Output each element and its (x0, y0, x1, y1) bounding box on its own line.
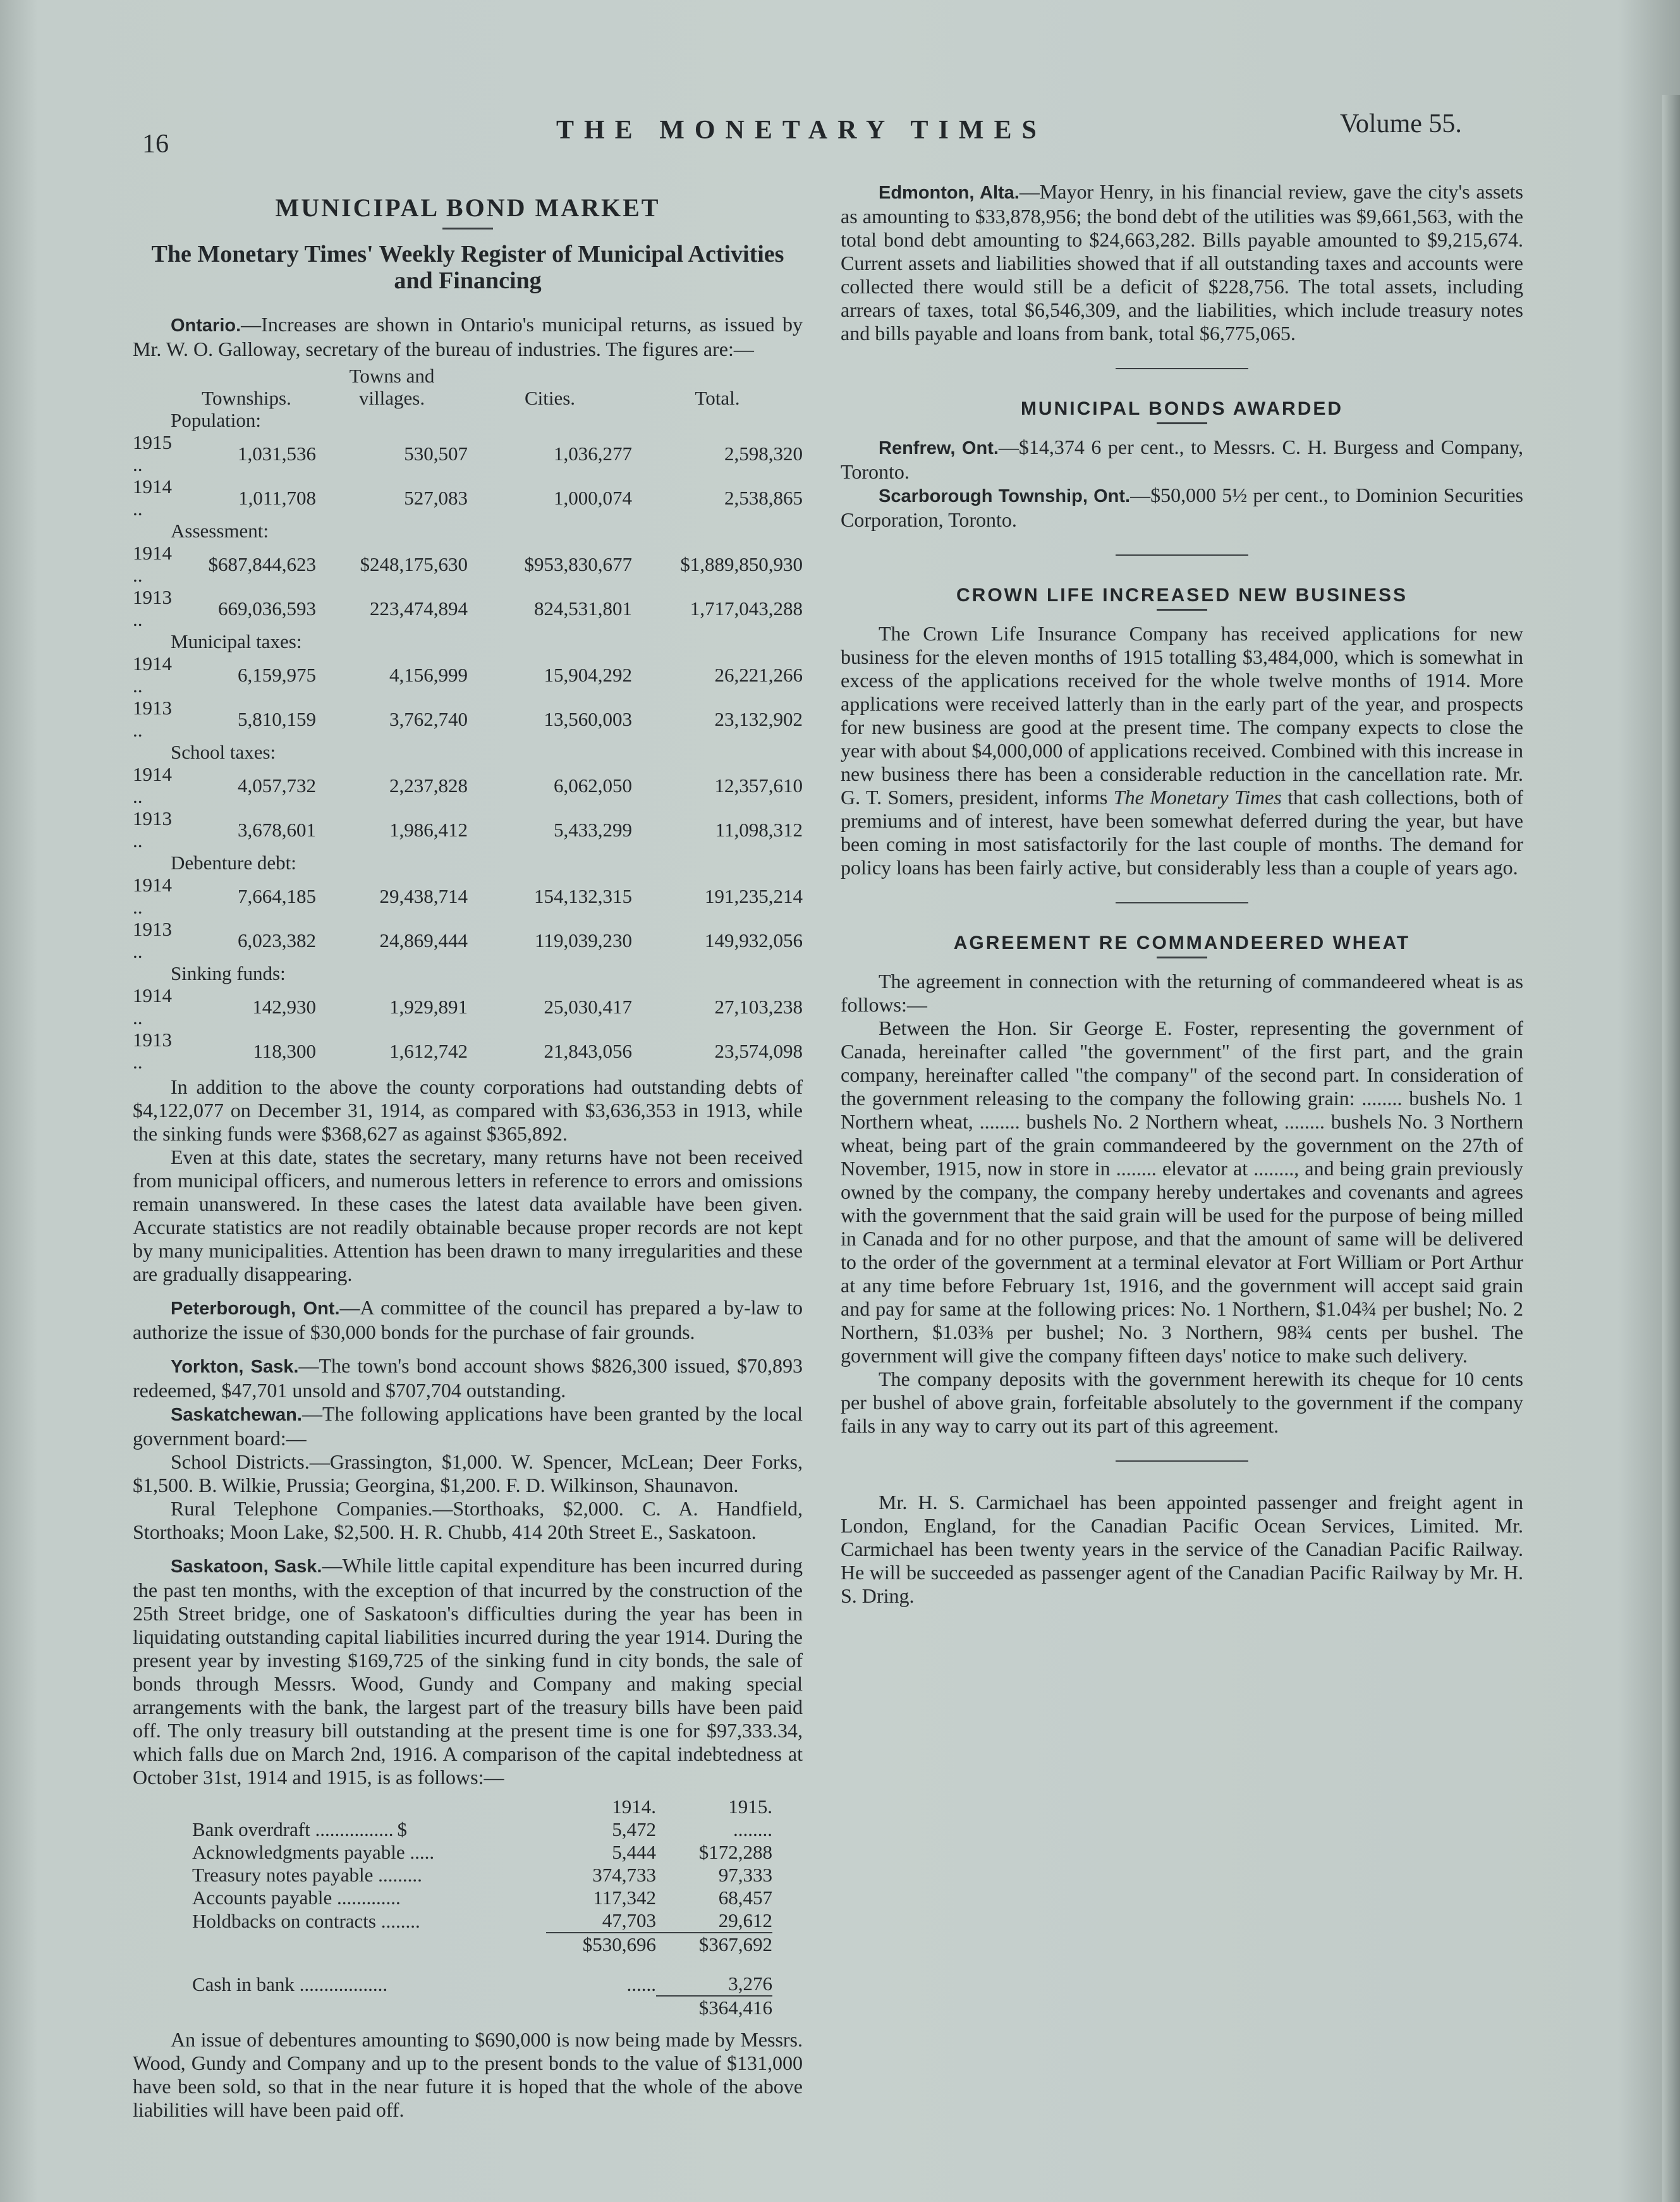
stats-value-cell: 24,869,444 (379, 929, 468, 951)
stats-value-cell: 23,574,098 (714, 1039, 803, 1062)
stats-value-cell: 1,717,043,288 (690, 597, 803, 620)
peterborough-item: Peterborough, Ont.—A committee of the council has prepared a by-law to authorize the issue of $30,000 bonds for the purchase of fair grounds. (133, 1296, 803, 1343)
stats-value-cell: 2,598,320 (724, 442, 803, 465)
stats-value-cell: 13,560,003 (544, 707, 632, 730)
total-1915: $364,416 (656, 1996, 772, 2019)
fin-label: Treasury notes payable ......... (192, 1864, 422, 1886)
table-row (183, 1818, 772, 1841)
saskatoon-closing: An issue of debentures amounting to $690,000 is now being made by Messrs. Wood, Gundy and Company and up to the present bonds to the value of $131,000 have been sold, so that in the near future it is hoped that the whole of the above liabilities will have been paid off. (133, 2028, 803, 2121)
table-row (133, 652, 803, 697)
stats-value-cell: 3,678,601 (238, 818, 316, 841)
title-rule (1157, 957, 1207, 958)
section-title-bonds-awarded: MUNICIPAL BONDS AWARDED (1020, 398, 1344, 419)
ontario-para-2: Even at this date, states the secretary, many returns have not been received from municipal officers, and numerous letters in reference to errors and omissions remain unanswered. In these cases the latest data available have been given. Accurate statistics are not readily obtainable because proper records are not kept by many municipalities. Attention has been drawn to many irregularities and these are gradually disappearing. (133, 1146, 803, 1285)
stats-value-cell: 1,036,277 (554, 442, 632, 465)
title-rule (1157, 422, 1207, 424)
stats-value-cell: 5,433,299 (554, 818, 632, 841)
stats-group-label: Debenture debt: (171, 852, 296, 874)
section-separator (1116, 1460, 1248, 1462)
left-column (133, 180, 803, 2122)
fin-1915: 29,612 (718, 1909, 772, 1931)
stats-value-cell: 1,031,536 (238, 442, 316, 465)
stats-year-cell: 1914 .. (133, 763, 172, 807)
fin-1915: 68,457 (718, 1887, 772, 1909)
stats-value-cell: $953,830,677 (524, 553, 632, 575)
right-column (841, 180, 1523, 1608)
stats-year-cell: 1914 .. (133, 984, 172, 1029)
stats-value-cell: 6,062,050 (554, 774, 632, 797)
table-row (183, 1841, 772, 1864)
carmichael-item: Mr. H. S. Carmichael has been appointed passenger and freight agent in London, England, for the Canadian Pacific Ocean Services, Limited. Mr. Carmichael has been twenty years in the service of the Canadian Pacific Railway. He will be succeeded as passenger agent of the Canadian Pacific Railway by Mr. H. S. Dring. (841, 1491, 1523, 1607)
total-row (183, 1996, 772, 2019)
stats-col-header (133, 365, 177, 409)
fin-1914: 117,342 (593, 1887, 656, 1909)
volume-label: Volume 55. (1340, 109, 1462, 138)
ontario-stats-table (133, 365, 803, 1073)
stats-value-cell: 4,057,732 (238, 774, 316, 797)
wheat-para-2: Between the Hon. Sir George E. Foster, representing the government of Canada, hereinafter called "the government" of the first part, and the grain company, hereinafter called "the company" of the second part. In consideration of the government releasing to the company the following grain: ........ bushels No. 1 Northern wheat, ........ bushels No. 2 Northern wheat, ........ bushels No. 3 Northern wheat, being part of the grain commandeered by the government on the 27th of November, 1915, now in store in ........ elevator at ........, and being grain previously owned by the company, the company hereby undertakes and covenants and agrees with the government that the said grain will be used for the purpose of being milled in Canada and for no other purpose, and that the amount of same will be delivered to the order of the government at a terminal elevator at Fort William or Port Arthur at any time before February 1st, 1916, and the government will accept said grain and pay for same at the following prices: No. 1 Northern, $1.04¾ per bushel; No. 2 Northern, $1.03⅜ per bushel; No. 3 Northern, 98¾ cents per bushel. The government will give the company fifteen days' notice to make such delivery. (841, 1017, 1523, 1367)
stats-value-cell: 1,000,074 (554, 486, 632, 509)
fin-label: Acknowledgments payable ..... (192, 1841, 435, 1863)
fin-1914: 5,444 (612, 1841, 656, 1863)
stats-value-cell: 4,156,999 (389, 663, 468, 686)
section-title-wheat: AGREEMENT RE COMMANDEERED WHEAT (953, 933, 1411, 953)
stats-group-row (133, 741, 803, 763)
stats-year-cell: 1914 .. (133, 475, 172, 520)
page-number: 16 (142, 130, 169, 159)
page-header (0, 109, 1680, 159)
stats-group-row (133, 630, 803, 652)
stats-value-cell: 3,762,740 (389, 707, 468, 730)
fin-label: Accounts payable ............. (192, 1887, 401, 1909)
stats-value-cell: 2,538,865 (724, 486, 803, 509)
fin-1914: 374,733 (592, 1864, 656, 1886)
masthead: THE MONETARY TIMES (556, 116, 1047, 145)
table-row (183, 1864, 772, 1887)
table-row (133, 542, 803, 586)
stats-year-cell: 1913 .. (133, 918, 172, 962)
stats-group-row (133, 409, 803, 431)
stats-group-label: School taxes: (171, 741, 276, 763)
stats-col-header: Towns and villages. (349, 365, 435, 409)
stats-group-row (133, 852, 803, 874)
ontario-intro: Ontario.—Increases are shown in Ontario's municipal returns, as issued by Mr. W. O. Galloway, secretary of the bureau of industries. The figures are:— (133, 313, 803, 360)
fin-1914: 5,472 (612, 1818, 656, 1840)
saskatchewan-item: Saskatchewan.—The following applications have been granted by the local government board:— (133, 1402, 803, 1450)
stats-year-cell: 1914 .. (133, 874, 172, 918)
stats-value-cell: 5,810,159 (238, 707, 316, 730)
cash-row (183, 1973, 772, 1996)
section-subtitle: The Monetary Times' Weekly Register of Municipal Activities and Financing (151, 241, 784, 294)
stats-value-cell: 530,507 (404, 442, 468, 465)
stats-value-cell: 142,930 (252, 995, 316, 1018)
title-rule (442, 228, 493, 229)
stats-value-cell: 12,357,610 (714, 774, 803, 797)
stats-body (133, 409, 803, 1073)
fin-1914: 47,703 (602, 1909, 656, 1931)
subtotal-1914: $530,696 (546, 1933, 656, 1956)
wheat-para-3: The company deposits with the government herewith its cheque for 10 cents per bushel of above grain, forfeitable absolutely to the government if the company fails in any way to carry out its part of this agreement. (841, 1367, 1523, 1437)
stats-value-cell: 23,132,902 (714, 707, 803, 730)
stats-year-cell: 1913 .. (133, 1029, 172, 1073)
table-row (133, 475, 803, 520)
stats-value-cell: 27,103,238 (714, 995, 803, 1018)
stats-value-cell: 25,030,417 (544, 995, 632, 1018)
fin-body (183, 1818, 772, 1933)
stats-value-cell: 118,300 (253, 1039, 316, 1062)
stats-year-cell: 1913 .. (133, 807, 172, 852)
stats-group-label: Municipal taxes: (171, 630, 302, 652)
table-row (133, 807, 803, 852)
stats-value-cell: 26,221,266 (714, 663, 803, 686)
stats-year-cell: 1914 .. (133, 652, 172, 697)
section-title-crown-life: CROWN LIFE INCREASED NEW BUSINESS (956, 585, 1408, 606)
stats-value-cell: 824,531,801 (534, 597, 632, 620)
renfrew-item: Renfrew, Ont.—$14,374 6 per cent., to Messrs. C. H. Burgess and Company, Toronto. (841, 436, 1523, 483)
stats-group-label: Sinking funds: (171, 962, 286, 984)
stats-group-row (133, 520, 803, 542)
stats-group-row (133, 962, 803, 984)
saskatoon-item: Saskatoon, Sask.—While little capital expenditure has been incurred during the past ten months, with the exception of that incurred by the construction of the 25th Street bridge, one of Saskatoon's difficulties during the year has been in liquidating outstanding capital liabilities incurred during the year 1914. During the present year by investing $169,725 of the sinking fund in city bonds, the sale of bonds through Messrs. Wood, Gundy and Company and making special arrangements with the bank, the largest part of the treasury bills have been paid off. The only treasury bill outstanding at the present time is one for $97,333.34, which falls due on March 2nd, 1916. A comparison of the capital indebtedness at October 31st, 1914 and 1915, is as follows:— (133, 1554, 803, 1789)
stats-value-cell: 11,098,312 (715, 818, 803, 841)
year-header: 1915. (728, 1795, 772, 1818)
cash-label: Cash in bank .................. (192, 1973, 388, 1995)
stats-value-cell: $687,844,623 (208, 553, 316, 575)
stats-value-cell: $1,889,850,930 (680, 553, 803, 575)
table-row (133, 918, 803, 962)
subtotal-1915: $367,692 (656, 1933, 772, 1956)
stats-year-cell: 1913 .. (133, 697, 172, 741)
scarborough-item: Scarborough Township, Ont.—$50,000 5½ per cent., to Dominion Securities Corporation, Toronto. (841, 484, 1523, 531)
section-title-bond-market: MUNICIPAL BOND MARKET (275, 193, 660, 222)
stats-value-cell: 29,438,714 (379, 884, 468, 907)
stats-value-cell: 223,474,894 (370, 597, 468, 620)
saskatchewan-telephone: Rural Telephone Companies.—Storthoaks, $2,000. C. A. Handfield, Storthoaks; Moon Lake, $2,500. H. R. Chubb, 414 20th Street E., Saskatoon. (133, 1497, 803, 1543)
stats-year-cell: 1915 .. (133, 431, 172, 475)
section-separator (1116, 368, 1248, 369)
yorkton-item: Yorkton, Sask.—The town's bond account shows $826,300 issued, $70,893 redeemed, $47,701 unsold and $707,704 outstanding. (133, 1354, 803, 1402)
table-row (133, 431, 803, 475)
stats-value-cell: 669,036,593 (218, 597, 316, 620)
table-row (133, 763, 803, 807)
ontario-para-1: In addition to the above the county corporations had outstanding debts of $4,122,077 on December 31, 1914, as compared with $3,636,353 in 1913, while the sinking funds were $368,627 as against $365,892. (133, 1075, 803, 1145)
stats-value-cell: 119,039,230 (535, 929, 632, 951)
edmonton-item: Edmonton, Alta.—Mayor Henry, in his financial review, gave the city's assets as amounting to $33,878,956; the bond debt of the utilities was $9,661,563, with the total bond debt amounting to $24,663,282. Bills payable amounted to $9,215,674. Current assets and liabilities showed that if all outstanding taxes and accounts were collected there would still be a deficit of $228,756. The total assets, including arrears of taxes, total $6,546,309, and the liabilities, which include treasury notes and bills payable and loans from bank, total $6,775,065. (841, 180, 1523, 345)
cash-1915: 3,276 (728, 1973, 772, 1995)
table-row (183, 1909, 772, 1933)
stats-value-cell: 1,929,891 (389, 995, 468, 1018)
stats-value-cell: 527,083 (404, 486, 468, 509)
table-row (133, 586, 803, 630)
section-separator (1116, 554, 1248, 556)
stats-value-cell: 21,843,056 (544, 1039, 632, 1062)
wheat-para-1: The agreement in connection with the returning of commandeered wheat is as follows:— (841, 970, 1523, 1016)
table-row (133, 984, 803, 1029)
stats-year-cell: 1913 .. (133, 586, 172, 630)
stats-year-cell: 1914 .. (133, 542, 172, 586)
stats-col-header: Cities. (524, 387, 576, 409)
fin-1915: $172,288 (698, 1841, 772, 1863)
stats-group-label: Assessment: (171, 520, 269, 542)
page-edge-shadow (1662, 95, 1680, 2202)
stats-value-cell: 154,132,315 (534, 884, 632, 907)
table-row (183, 1887, 772, 1909)
stats-value-cell: 6,159,975 (238, 663, 316, 686)
stats-value-cell: 191,235,214 (705, 884, 803, 907)
section-separator (1116, 902, 1248, 903)
fin-label: Bank overdraft ................ $ (192, 1818, 408, 1840)
fin-label: Holdbacks on contracts ........ (192, 1909, 420, 1932)
subtotal-row (183, 1933, 772, 1956)
stats-value-cell: 15,904,292 (544, 663, 632, 686)
stats-col-header: Total. (695, 387, 740, 409)
fin-1915: 97,333 (718, 1864, 772, 1886)
stats-value-cell: 6,023,382 (238, 929, 316, 951)
title-rule (1157, 609, 1207, 611)
stats-value-cell: 2,237,828 (389, 774, 468, 797)
stats-value-cell: 1,011,708 (238, 486, 316, 509)
saskatoon-indebtedness-table (183, 1795, 772, 2019)
table-row (133, 697, 803, 741)
stats-group-label: Population: (171, 409, 261, 431)
stats-value-cell: 1,986,412 (389, 818, 468, 841)
cash-1914: ...... (626, 1973, 656, 1995)
stats-value-cell: 7,664,185 (238, 884, 316, 907)
saskatchewan-school-districts: School Districts.—Grassington, $1,000. W. Spencer, McLean; Deer Forks, $1,500. B. Wilkie, Prussia; Georgina, $1,200. F. D. Wilkinson, Shaunavon. (133, 1450, 803, 1496)
year-header: 1914. (612, 1795, 656, 1818)
table-row (133, 874, 803, 918)
stats-value-cell: 1,612,742 (389, 1039, 468, 1062)
crown-life-text: The Crown Life Insurance Company has received applications for new business for the eleven months of 1915 totalling $3,484,000, which is somewhat in excess of the applications received for the whole twelve months of 1914. More applications were received latterly than in the early part of the year, and prospects for new business are good at the present time. The company expects to close the year with about $4,000,000 of applications received. Combined with this increase in new business there has been a considerable reduction in the cancellation rate. Mr. G. T. Somers, president, informs The Monetary Times that cash collections, both of premiums and of interest, have been somewhat deferred during the year, but have been coming in most satisfactorily for the last couple of months. The demand for policy loans has been fairly active, but considerably less than a couple of years ago. (841, 622, 1524, 879)
stats-col-header: Townships. (202, 387, 291, 409)
stats-value-cell: 149,932,056 (705, 929, 803, 951)
stats-value-cell: $248,175,630 (360, 553, 468, 575)
table-row (133, 1029, 803, 1073)
fin-1915: ........ (733, 1818, 772, 1840)
stats-header-row (133, 365, 803, 409)
